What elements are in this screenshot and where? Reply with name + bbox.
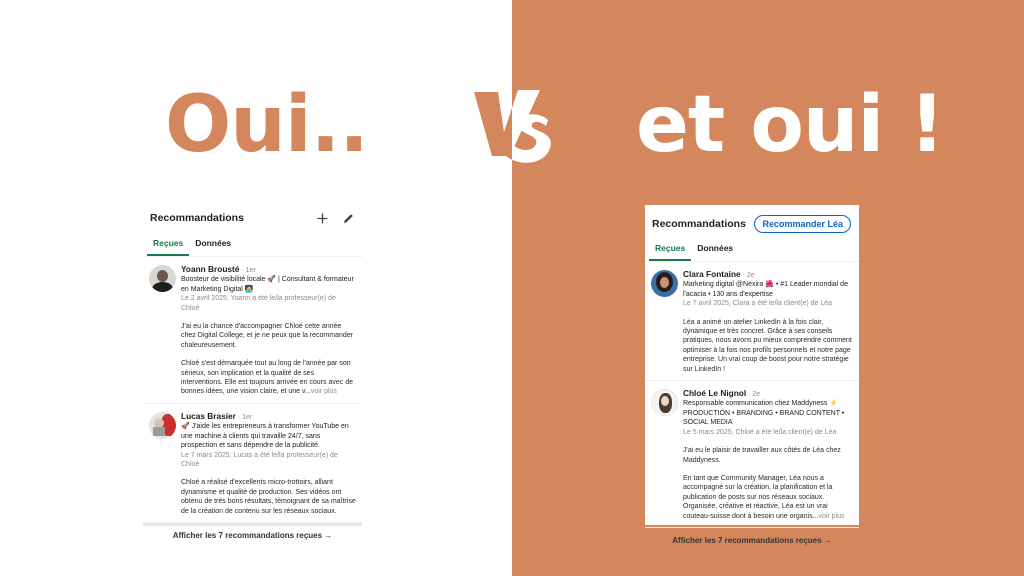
paragraph: J'ai eu le plaisir de travailler aux côtés de Léa chez Maddyness. — [683, 447, 841, 464]
recommender-headline: 🚀 J'aide les entrepreneurs à transformer YouTube en une machine à clients qui travaille 24/7, sans prospection et sans dépendre de la publicité. — [181, 423, 349, 450]
show-all-recommendations-link[interactable]: Afficher les 7 recommandations reçues → — [672, 535, 832, 545]
recommender-name[interactable]: Clara Fontaine — [683, 269, 741, 279]
recommendation-meta: Le 2 avril 2025, Yoann a été le/la professeur(e) de Chloé — [181, 295, 336, 312]
recommender-name[interactable]: Yoann Brousté — [181, 264, 240, 274]
paragraph: Chloé s'est démarquée tout au long de l'année par son sérieux, son implication et la qualité de ses interventions. Elle est toujours arrivée en cours avec de bonnes idées, une vision claire, et une v... — [181, 360, 353, 396]
recommender-headline: Marketing digital @Nexira 🌺 • #1 Leader mondial de l'acacia • 130 ans d'expertise — [683, 281, 848, 298]
recommendation-text — [181, 478, 356, 516]
connection-degree: · 2e — [742, 272, 755, 279]
paragraph: En tant que Community Manager, Léa nous a accompagné sur la création, la planification et la publication de posts sur nos réseaux sociaux. Organisée, créative et réactive, Léa est un vrai couteau-suisse dont à besoin une organis... — [683, 474, 833, 520]
tab-given[interactable]: Données — [697, 243, 734, 253]
recommendation-item — [645, 381, 859, 528]
paragraph: Léa a animé un atelier LinkedIn à la fois clair, dynamique et très concret. Grâce à ses conseils pratiques, nous avons pu mieux comprendre comment optimiser à la fois nos profils personnels et notre page entreprise. Un vrai coup de boost pour notre stratégie sur LinkedIn ! — [683, 318, 852, 373]
show-all-recommendations-link[interactable]: Afficher les 7 recommandations reçues → — [172, 530, 333, 540]
headline-left: Oui.. — [165, 80, 368, 170]
card-title: Recommandations — [150, 212, 244, 224]
plus-icon[interactable] — [316, 212, 328, 224]
recommendation-item — [143, 404, 362, 523]
tabs — [645, 239, 859, 262]
card-title: Recommandations — [652, 218, 746, 230]
vs-graphic — [470, 82, 560, 174]
right-recommendations-card — [645, 205, 859, 545]
recommender-name[interactable]: Chloé Le Nignol — [683, 388, 747, 399]
recommendation-meta: Le 7 avril 2025, Clara a été le/la client(e) de Léa — [683, 300, 833, 308]
recommendation-item — [645, 262, 859, 381]
see-more-link[interactable]: voir plus — [310, 388, 337, 396]
avatar[interactable] — [149, 265, 176, 292]
see-more-link[interactable]: voir plus — [818, 512, 845, 520]
avatar[interactable] — [651, 389, 678, 416]
left-recommendations-card — [143, 200, 362, 540]
connection-degree: · 2e — [748, 391, 761, 399]
connection-degree: · 1er — [237, 413, 253, 421]
recommendation-text — [683, 446, 853, 521]
avatar[interactable] — [651, 270, 678, 297]
pencil-icon[interactable] — [342, 212, 354, 224]
card-bottom-divider — [143, 523, 362, 526]
recommendation-text — [181, 322, 356, 397]
recommendation-meta: Le 5 mars 2025, Chloé a été le/la client(e) de Léa — [683, 428, 837, 436]
paragraph: J'ai eu la chance d'accompagner Chloé cette année chez Digital College, et je ne peux que la recommander chaleureusement. — [181, 323, 353, 349]
recommendation-item — [143, 257, 362, 404]
recommender-name[interactable]: Lucas Brasier — [181, 410, 236, 421]
recommendation-meta: Le 7 mars 2025, Lucas a été le/la professeur(e) de Chloé — [181, 451, 338, 468]
recommender-headline: Responsable communication chez Maddyness ⚡ PRODUCTION • BRANDING • BRAND CONTENT • SOCIAL MEDIA — [683, 400, 845, 427]
paragraph: Chloé a réalisé d'excellents micro-trottoirs, alliant dynamisme et qualité de production. Ses vidéos ont obtenu de très bons résultats, témoignant de sa maîtrise de la création de contenu sur les réseaux sociaux. — [181, 479, 356, 515]
recommend-button[interactable]: Recommander Léa — [754, 215, 851, 233]
headline-right: et oui ! — [636, 80, 944, 170]
tabs — [143, 234, 362, 257]
avatar[interactable] — [149, 412, 176, 439]
tab-received[interactable]: Reçues — [147, 234, 189, 256]
recommender-headline: Boosteur de visibilité locale 🚀 | Consultant & formateur en Marketing Digital 🧑‍💻 — [181, 276, 354, 293]
connection-degree: · 1er — [241, 267, 256, 274]
recommendation-text — [683, 318, 853, 374]
tab-given[interactable]: Données — [195, 238, 232, 248]
tab-received[interactable]: Reçues — [649, 239, 691, 261]
